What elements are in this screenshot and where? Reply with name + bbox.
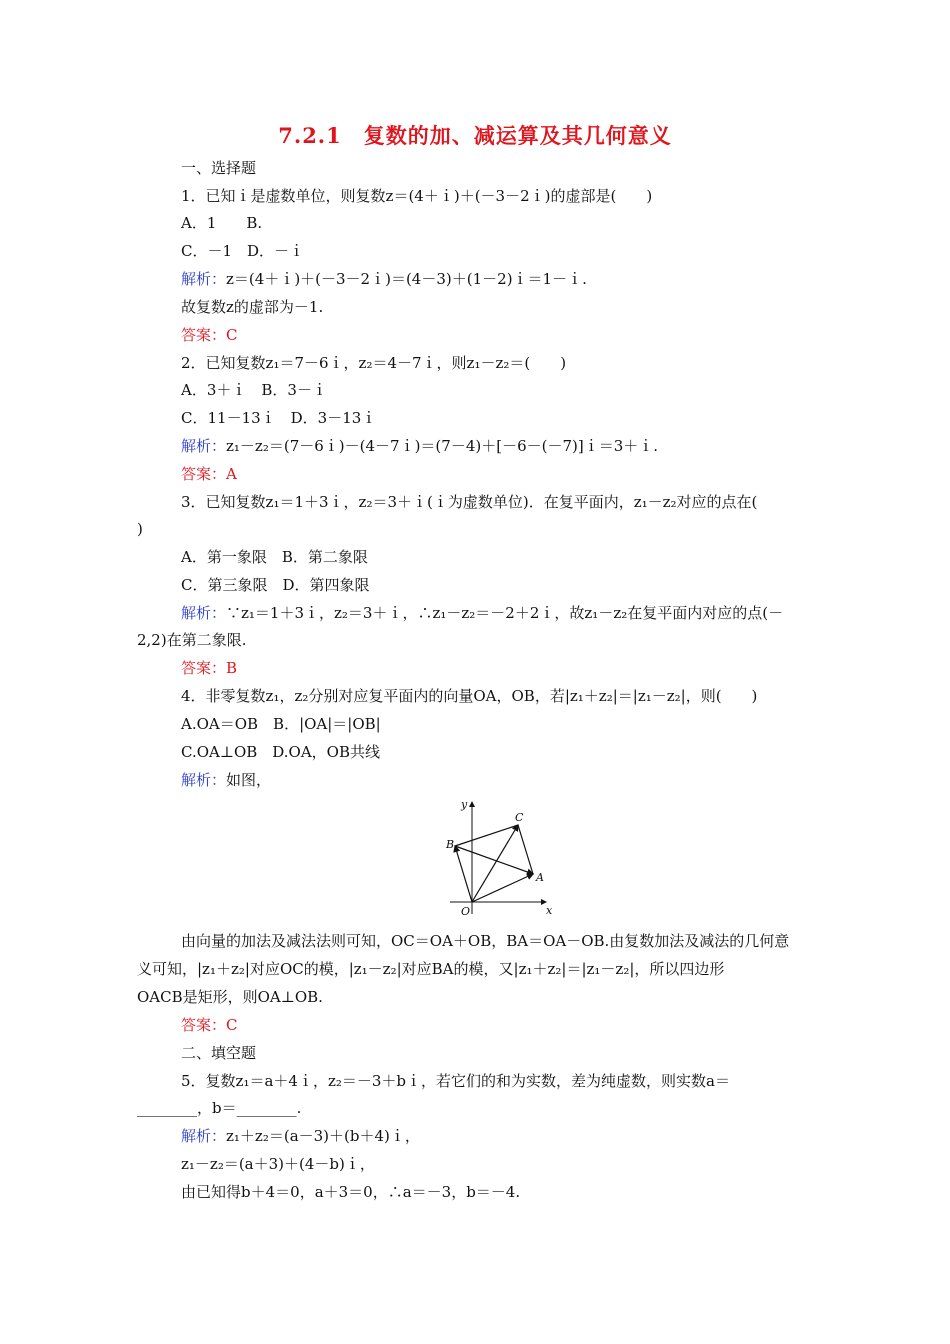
side-bc xyxy=(455,825,518,846)
q5-solution-line3: 由已知得b＋4＝0，a＋3＝0，∴a＝－3，b＝－4. xyxy=(181,1183,521,1201)
solution-label: 解析： xyxy=(181,270,227,288)
answer-label: 答案： xyxy=(181,465,227,483)
q2-stem: 2．已知复数z₁＝7－6ｉ，z₂＝4－7ｉ，则z₁－z₂＝( ) xyxy=(181,354,567,372)
q2-solution: 解析：z₁－z₂＝(7－6ｉ)－(4－7ｉ)＝(7－4)＋[－6－(－7)]ｉ＝3＋ｉ. xyxy=(181,437,659,455)
solution-label: 解析： xyxy=(181,437,227,455)
vector-oc xyxy=(472,825,518,902)
solution-label: 解析： xyxy=(181,604,227,622)
solution-label: 解析： xyxy=(181,1127,227,1145)
q3-answer: 答案：B xyxy=(181,659,238,677)
answer-label: 答案： xyxy=(181,326,227,344)
label-y: y xyxy=(461,798,468,811)
vector-ob xyxy=(455,846,472,902)
q4-stem: 4．非零复数z₁，z₂分别对应复平面内的向量OA，OB，若|z₁＋z₂|＝|z₁－z₂|，则( ) xyxy=(181,687,758,705)
q5-stem-line1: 5．复数z₁＝a＋4ｉ，z₂＝－3＋bｉ，若它们的和为实数，差为纯虚数，则实数a＝ xyxy=(181,1072,730,1090)
q1-solution-line2: 故复数z的虚部为－1. xyxy=(181,298,324,316)
answer-label: 答案： xyxy=(181,659,227,677)
label-a: A xyxy=(536,871,544,884)
label-b: B xyxy=(446,838,455,851)
label-c: C xyxy=(515,811,524,824)
q2-answer: 答案：A xyxy=(181,465,237,483)
q3-stem-line2: ) xyxy=(137,520,143,538)
answer-label: 答案： xyxy=(181,1016,227,1034)
q1-answer: 答案：C xyxy=(181,326,238,344)
q4-solution-line2: 由向量的加法及减法法则可知，OC＝OA＋OB，BA＝OA－OB.由复数加法及减法的几何意 xyxy=(181,932,790,950)
q1-options-ab: A．1 B. xyxy=(181,214,263,232)
q2-options-ab: A．3＋ｉ B．3－ｉ xyxy=(181,381,327,399)
q4-options-ab: A.OA＝OB B．|OA|＝|OB| xyxy=(181,715,381,733)
section-heading-choice: 一、选择题 xyxy=(181,159,257,177)
figure-svg xyxy=(430,796,560,920)
q3-stem-line1: 3．已知复数z₁＝1＋3ｉ，z₂＝3＋ｉ(ｉ为虚数单位)．在复平面内，z₁－z₂对应的点在( xyxy=(181,493,758,511)
q4-solution-line3: 义可知，|z₁＋z₂|对应OC的模，|z₁－z₂|对应BA的模，又|z₁＋z₂|＝|z₁－z₂|，所以四边形 xyxy=(137,960,725,978)
vector-oa xyxy=(472,874,533,902)
section-heading-fill: 二、填空题 xyxy=(181,1044,257,1062)
q3-options-cd: C．第三象限 D．第四象限 xyxy=(181,576,370,594)
q4-answer: 答案：C xyxy=(181,1016,238,1034)
q5-solution-line1: 解析：z₁＋z₂＝(a－3)＋(b＋4)ｉ， xyxy=(181,1127,420,1145)
page-title: 7.2.1 复数的加、减运算及其几何意义 xyxy=(278,123,672,148)
q2-options-cd: C．11－13ｉ D．3－13ｉ xyxy=(181,409,377,427)
q4-solution-line4: OACB是矩形，则OA⊥OB. xyxy=(137,988,323,1006)
label-x: x xyxy=(546,904,553,917)
q4-options-cd: C.OA⊥OB D.OA，OB共线 xyxy=(181,743,380,761)
vector-rectangle-figure xyxy=(430,796,560,920)
q1-solution-line1: 解析：z＝(4＋ｉ)＋(－3－2ｉ)＝(4－3)＋(1－2)ｉ＝1－ｉ. xyxy=(181,270,587,288)
q3-solution-line1: 解析：∵z₁＝1＋3ｉ，z₂＝3＋ｉ，∴z₁－z₂＝－2＋2ｉ，故z₁－z₂在复平面内对应的点(－ xyxy=(181,604,784,622)
side-ca xyxy=(518,825,533,874)
q4-solution-line1: 解析：如图， xyxy=(181,771,272,789)
q1-options-cd: C．－1 D．－ｉ xyxy=(181,242,305,260)
q3-options-ab: A．第一象限 B．第二象限 xyxy=(181,548,368,566)
q1-stem: 1．已知ｉ是虚数单位，则复数z＝(4＋ｉ)＋(－3－2ｉ)的虚部是( ) xyxy=(181,187,653,205)
vector-ba xyxy=(455,846,533,874)
solution-label: 解析： xyxy=(181,771,227,789)
label-o: O xyxy=(461,905,471,918)
q5-solution-line2: z₁－z₂＝(a＋3)＋(4－b)ｉ， xyxy=(181,1155,375,1173)
q3-solution-line2: 2,2)在第二象限. xyxy=(137,631,247,649)
q5-stem-line2: ________，b＝________. xyxy=(137,1099,302,1117)
